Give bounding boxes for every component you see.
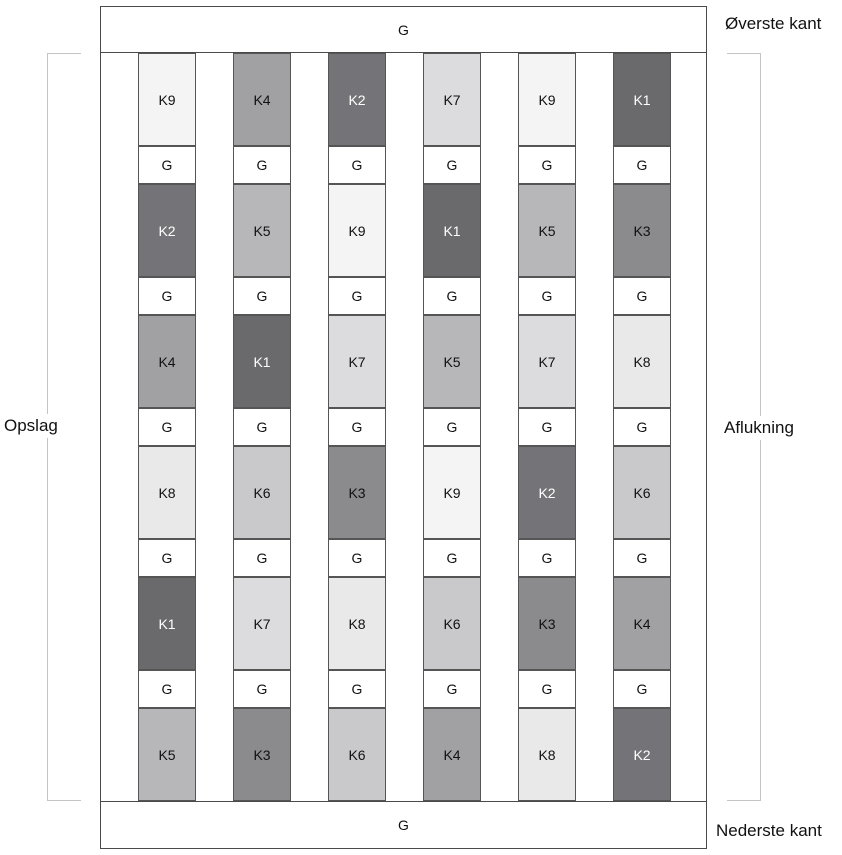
plot-cell: K6 [613,446,671,539]
guard-cell: G [233,277,291,315]
guard-cell: G [613,539,671,577]
plot-cell: K2 [613,708,671,801]
plot-cell: K1 [138,577,196,670]
plot-cell: K5 [423,315,481,408]
plot-cell: K2 [518,446,576,539]
plot-cell: K5 [518,184,576,277]
right-label: Aflukning [724,416,794,440]
guard-cell: G [613,146,671,184]
guard-cell: G [328,277,386,315]
plot-cell: K2 [328,53,386,146]
guard-cell: G [233,146,291,184]
guard-cell: G [423,277,481,315]
guard-cell: G [423,539,481,577]
plot-cell: K9 [138,53,196,146]
guard-cell: G [518,146,576,184]
guard-cell: G [233,670,291,708]
plot-cell: K7 [233,577,291,670]
plot-cell: K1 [423,184,481,277]
plot-cell: K5 [233,184,291,277]
plot-cell: K1 [613,53,671,146]
plot-cell: K7 [328,315,386,408]
plot-cell: K6 [233,446,291,539]
plot-cell: K8 [518,708,576,801]
plot-cell: K7 [423,53,481,146]
guard-cell: G [423,670,481,708]
guard-cell: G [233,408,291,446]
plot-cell: K4 [138,315,196,408]
guard-cell: G [233,539,291,577]
guard-cell: G [423,408,481,446]
guard-cell: G [138,277,196,315]
plot-cell: K9 [328,184,386,277]
plot-cell: K1 [233,315,291,408]
top-guard-band: G [100,6,707,53]
guard-cell: G [423,146,481,184]
guard-cell: G [328,408,386,446]
plot-cell: K9 [423,446,481,539]
guard-cell: G [328,146,386,184]
plot-cell: K5 [138,708,196,801]
bottom-edge-label: Nederste kant [716,821,822,840]
plot-cell: K8 [328,577,386,670]
bottom-guard-band: G [100,801,707,849]
guard-cell: G [518,539,576,577]
plot-cell: K3 [613,184,671,277]
guard-cell: G [613,408,671,446]
plot-cell: K7 [518,315,576,408]
guard-cell: G [138,539,196,577]
plot-cell: K4 [233,53,291,146]
plot-cell: K6 [423,577,481,670]
guard-cell: G [138,670,196,708]
plot-cell: K2 [138,184,196,277]
plot-cell: K4 [613,577,671,670]
plot-cell: K8 [138,446,196,539]
top-edge-label: Øverste kant [725,14,822,33]
plot-cell: K6 [328,708,386,801]
guard-cell: G [518,277,576,315]
left-label: Opslag [4,414,58,438]
plot-cell: K9 [518,53,576,146]
guard-cell: G [613,277,671,315]
guard-cell: G [138,408,196,446]
guard-cell: G [328,670,386,708]
plot-cell: K3 [233,708,291,801]
guard-cell: G [138,146,196,184]
plot-cell: K3 [518,577,576,670]
plot-cell: K4 [423,708,481,801]
plot-cell: K8 [613,315,671,408]
guard-cell: G [518,408,576,446]
guard-cell: G [613,670,671,708]
guard-cell: G [518,670,576,708]
plot-cell: K3 [328,446,386,539]
guard-cell: G [328,539,386,577]
